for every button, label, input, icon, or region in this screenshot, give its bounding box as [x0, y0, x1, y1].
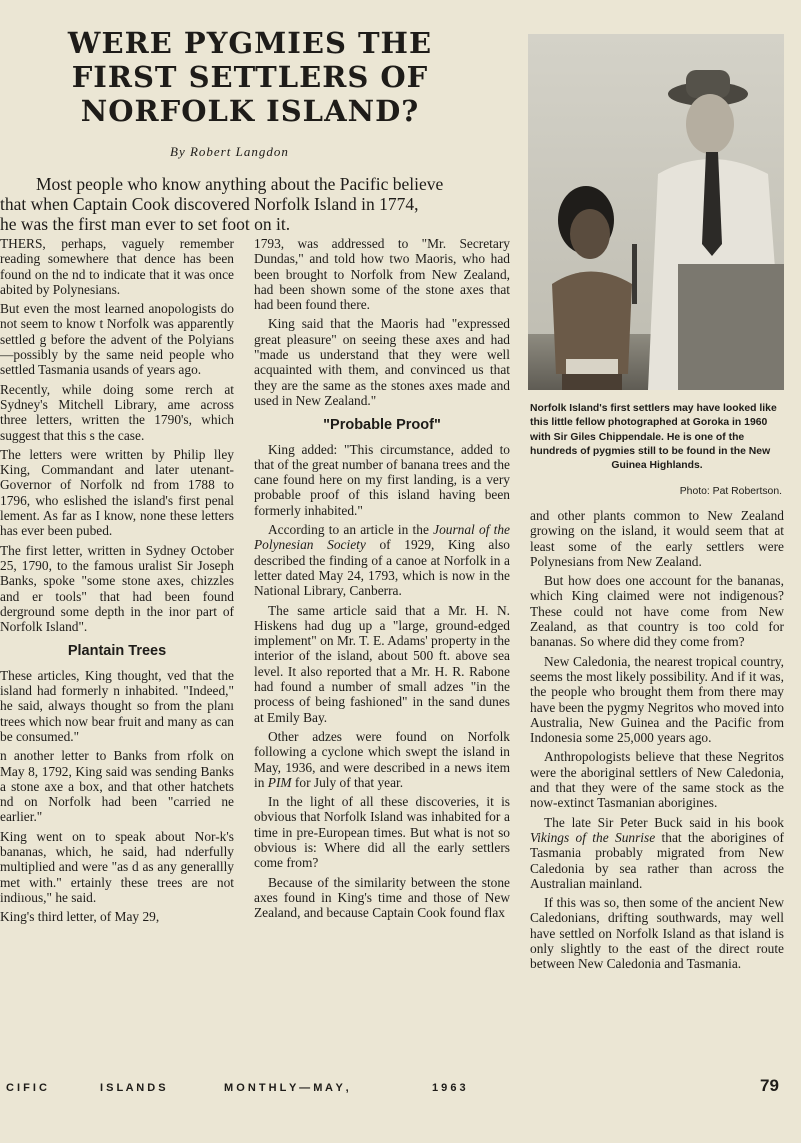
- publication-name: PIM: [267, 774, 292, 790]
- paragraph: 1793, was addressed to "Mr. Secretary Dundas," and told how two Maoris, who had been brought to Norfolk from New Zealand, had been shown some of the stone axes that had been found there.: [254, 236, 510, 313]
- paragraph: These articles, King thought, ved that the island had formerly n inhabited. "Indeed," he said, always thought so from the planı trees which now bear fruit and many as can be consumed.": [0, 667, 234, 744]
- paragraph: But even the most learned anopologists do not seem to know t Norfolk was apparently settled g before the advent of the Polyians—possibly by the same neid people who settled Tasmania usands of years ago.: [0, 301, 234, 378]
- paragraph: THERS, perhaps, vaguely remember reading somewhere that dence has been found on the nd to indicate that it was once abited by Polynesians.: [0, 236, 234, 297]
- article-title: WERE PYGMIES THE FIRST SETTLERS OF NORFOLK ISLAND?: [67, 26, 433, 128]
- paragraph: and other plants common to New Zealand growing on the island, it would seem that at least some of the early settlers were Polynesians from New Zealand.: [530, 508, 784, 569]
- footer-publication: C I F I C: [6, 1082, 47, 1094]
- column-2: [254, 236, 510, 924]
- page-number: 79: [760, 1076, 779, 1095]
- section-heading: Plantain Trees: [67, 643, 167, 660]
- column-1: [0, 236, 234, 928]
- paragraph: Recently, while doing some rerch at Sydney's Mitchell Library, ame across three letters, written the 1790's, which suggest that this s the case.: [0, 381, 234, 443]
- paragraph: King's third letter, of May 29,: [0, 909, 160, 925]
- paragraph: New Caledonia, the nearest tropical country, seems the most likely possibility. And if it was, the people who brought them from there may have been the pygmy Negritos who moved into Australia, New Guinea and the Pacific from Indonesia some 25,000 years ago.: [530, 653, 784, 746]
- paragraph: The late Sir Peter Buck said in his book Vikings of the Sunrise that the aborigines of Tasmania probably migrated from New Caledonia by sea rather than across the Australian mainland.: [530, 814, 784, 891]
- intro-line: Most people who know anything about the Pacific believe: [36, 174, 444, 194]
- footer-publication: I S L A N D S: [100, 1082, 166, 1094]
- paragraph: King went on to speak about Nor-k's bananas, which, he said, had nderfully multiplied and were "as d as any generallly met with." ertainly these trees are not indiıous," he said.: [0, 828, 234, 905]
- intro-line: he was the first man ever to set foot on it.: [0, 214, 291, 234]
- journal-title: Journal of the Polynesian Society: [254, 522, 510, 553]
- paragraph: n another letter to Banks from rfolk on May 8, 1792, King said was sending Banks a stone axe a box, and that other hatchets nd on Norfolk had been "carried ne earlier.": [0, 748, 234, 825]
- paragraph: King added: "This circumstance, added to that of the great number of banana trees and the cane found here on my first landing, is a very probable proof of this island having been formerly inhabited.": [254, 441, 510, 518]
- photo-credit: Photo: Pat Robertson.: [679, 486, 782, 497]
- paragraph: In the light of all these discoveries, it is obvious that Norfolk Island was inhabited for a time in pre-European times. But what is not so obvious is: Where did all the early settlers come from?: [254, 794, 510, 871]
- section-heading: "Probable Proof": [323, 417, 441, 434]
- intro-line: that when Captain Cook discovered Norfolk Island in 1774,: [0, 194, 419, 214]
- paragraph: Other adzes were found on Norfolk following a cyclone which swept the island in May, 1936, and were described in a news item in PIM for July of that year.: [254, 728, 510, 790]
- paragraph: But how does one account for the bananas, which King claimed were not indigenous? These could not have come from New Zealand, as that country is too cold for bananas. So where did they come from?: [530, 573, 784, 650]
- paragraph: The letters were written by Philip lley King, Commandant and later utenant-Governor of Norfolk nd from 1788 to 1796, who eslished the island's first penal lement. As far as I know, none these letters has ever been pubed.: [0, 446, 234, 539]
- photo-caption: [530, 402, 784, 473]
- paragraph: Because of the similarity between the stone axes found in King's time and those of New Zealand, and because Captain Cook found flax: [254, 874, 510, 921]
- byline: By Robert Langdon: [170, 144, 289, 159]
- footer-publication: M O N T H L Y — M A Y ,: [224, 1082, 349, 1094]
- paragraph: King said that the Maoris had "expressed great pleasure" on seeing these axes and had "made us understand that they were well acquainted with them, and convinced us that they are the same as the stones axes made and used in New Zealand.": [254, 316, 510, 408]
- column-3: [530, 508, 784, 976]
- book-title: Vikings of the Sunrise: [530, 829, 656, 845]
- paragraph: The same article said that a Mr. H. N. Hiskens had dug up a "large, ground-edged implement" on Mr. T. E. Adams' property in the interior of the island, about 500 ft. above sea level. It also reported that a Mr. H. R. Rabone had found a number of small adzes "in the process of being fashioned" in the sand dunes at Emily Bay.: [254, 602, 510, 725]
- paragraph: If this was so, then some of the ancient New Caledonians, drifting southwards, may well have settled on Norfolk Island as that island is only slightly to the east of the direct route between New Caledonia and Tasmania.: [530, 895, 784, 972]
- paragraph: The first letter, written in Sydney October 25, 1790, to the famous uralist Sir Joseph Banks, spoke "some stone axes, chizzles and er tools" that had been found derground some depth in the inor part of Norfolk Island".: [0, 542, 234, 635]
- paragraph: Anthropologists believe that these Negritos were the aboriginal settlers of New Caledonia, and that they were of the same stock as the now-extinct Tasmanian aborigines.: [530, 749, 784, 811]
- paragraph: According to an article in the Journal of the Polynesian Society of 1929, King also described the finding of a canoe at Norfolk in a letter dated May 24, 1793, which is now in the National Library, Canberra.: [254, 522, 511, 599]
- footer-year: 1 9 6 3: [432, 1082, 466, 1094]
- photograph: [528, 34, 784, 390]
- caption-text: Guinea Highlands.: [611, 460, 703, 472]
- caption-text: Norfolk Island's first settlers may have looked like this little fellow photographed at Goroka in 1960 with Sir Giles Chippendale. He is one of the hundreds of pygmies still to be found in the New: [530, 403, 777, 457]
- intro-paragraph: [0, 174, 505, 234]
